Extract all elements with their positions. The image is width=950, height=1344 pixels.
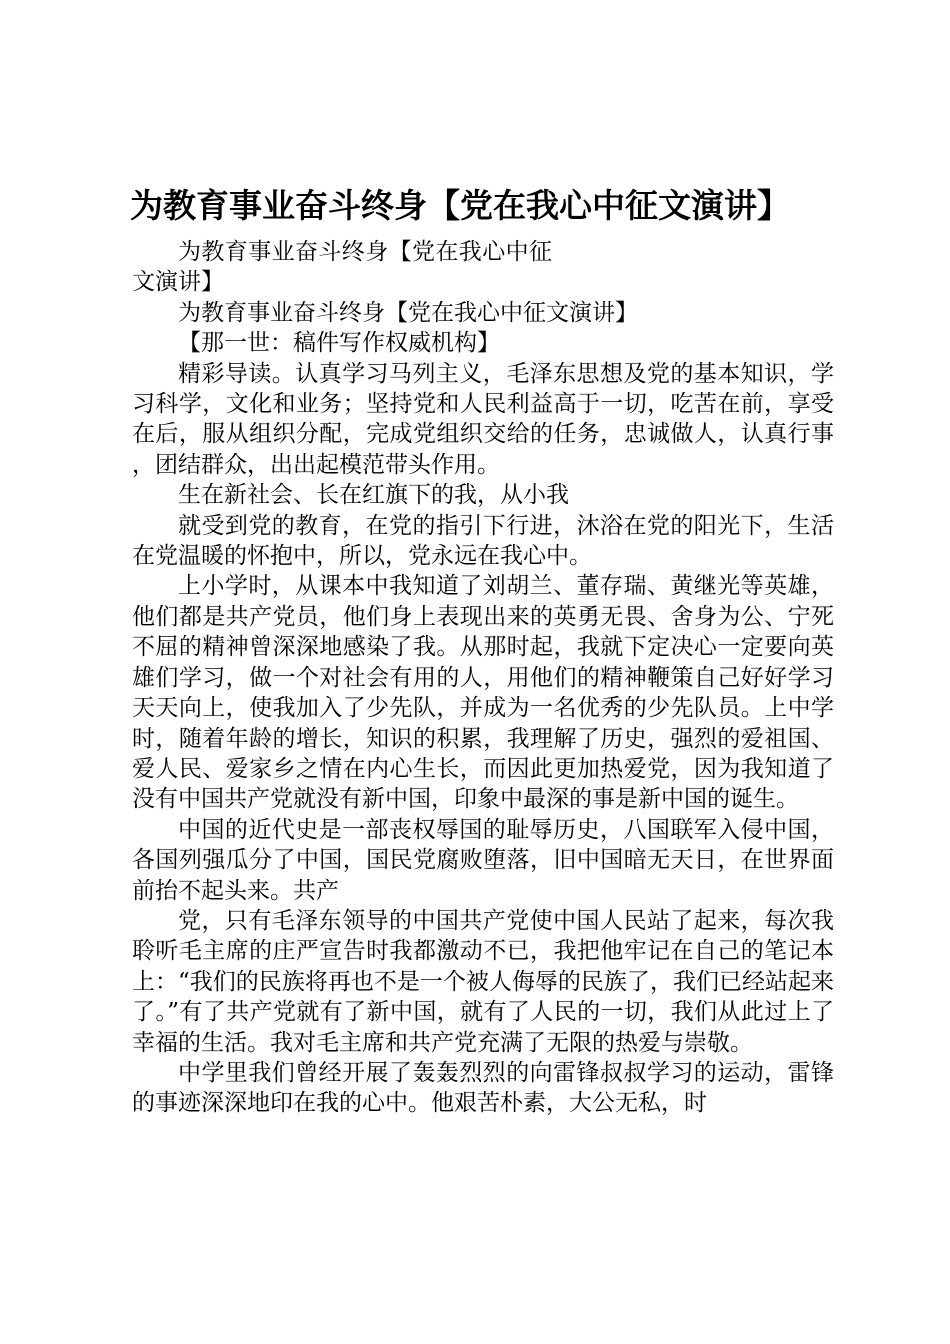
paragraph: 生在新社会、长在红旗下的我，从小我	[178, 482, 569, 509]
paragraph: 中国的近代史是一部丧权辱国的耻辱历史，八国联军入侵中国，各国列强瓜分了中国，国民党腐败堕落，旧中国暗无天日，在世界面前抬不起头来。共产	[132, 816, 834, 904]
document-body	[132, 237, 834, 1119]
paragraph: 中学里我们曾经开展了轰轰烈烈的向雷锋叔叔学习的运动，雷锋的事迹深深地印在我的心中。他艰苦朴素，大公无私，时	[132, 1059, 834, 1117]
paragraph-repeat-title: 为教育事业奋斗终身【党在我心中征文演讲】	[178, 299, 638, 326]
paragraph-subtitle: 为教育事业奋斗终身【党在我心中征文演讲】	[132, 239, 552, 296]
document-title: 为教育事业奋斗终身【党在我心中征文演讲】	[130, 186, 790, 225]
paragraph: 就受到党的教育，在党的指引下行进，沐浴在党的阳光下，生活在党温暖的怀抱中，所以，党永远在我心中。	[132, 512, 834, 570]
paragraph: 党，只有毛泽东领导的中国共产党使中国人民站了起来，每次我聆听毛主席的庄严宣告时我都激动不已，我把他牢记在自己的笔记本上：“我们的民族将再也不是一个被人侮辱的民族了，我们已经站起来了。”有了共产党就有了新中国，就有了人民的一切，我们从此过上了幸福的生活。我对毛主席和共产党充满了无限的热爱与崇敬。	[132, 907, 834, 1056]
paragraph: 上小学时，从课本中我知道了刘胡兰、董存瑞、黄继光等英雄，他们都是共产党员，他们身上表现出来的英勇无畏、舍身为公、宁死不屈的精神曾深深地感染了我。从那时起，我就下定决心一定要向英雄们学习，做一个对社会有用的人，用他们的精神鞭策自己好好学习天天向上，使我加入了少先队，并成为一名优秀的少先队员。上中学时，随着年龄的增长，知识的积累，我理解了历史，强烈的爱祖国、爱人民、爱家乡之情在内心生长，而因此更加热爱党，因为我知道了没有中国共产党就没有新中国，印象中最深的事是新中国的诞生。	[132, 573, 834, 813]
paragraph-source: 【那一世：稿件写作权威机构】	[178, 330, 500, 357]
paragraph-intro: 精彩导读。认真学习马列主义，毛泽东思想及党的基本知识，学习科学，文化和业务；坚持党和人民利益高于一切，吃苦在前，享受在后，服从组织分配，完成党组织交给的任务，忠诚做人，认真行事，团结群众，出出起模范带头作用。	[132, 360, 834, 478]
